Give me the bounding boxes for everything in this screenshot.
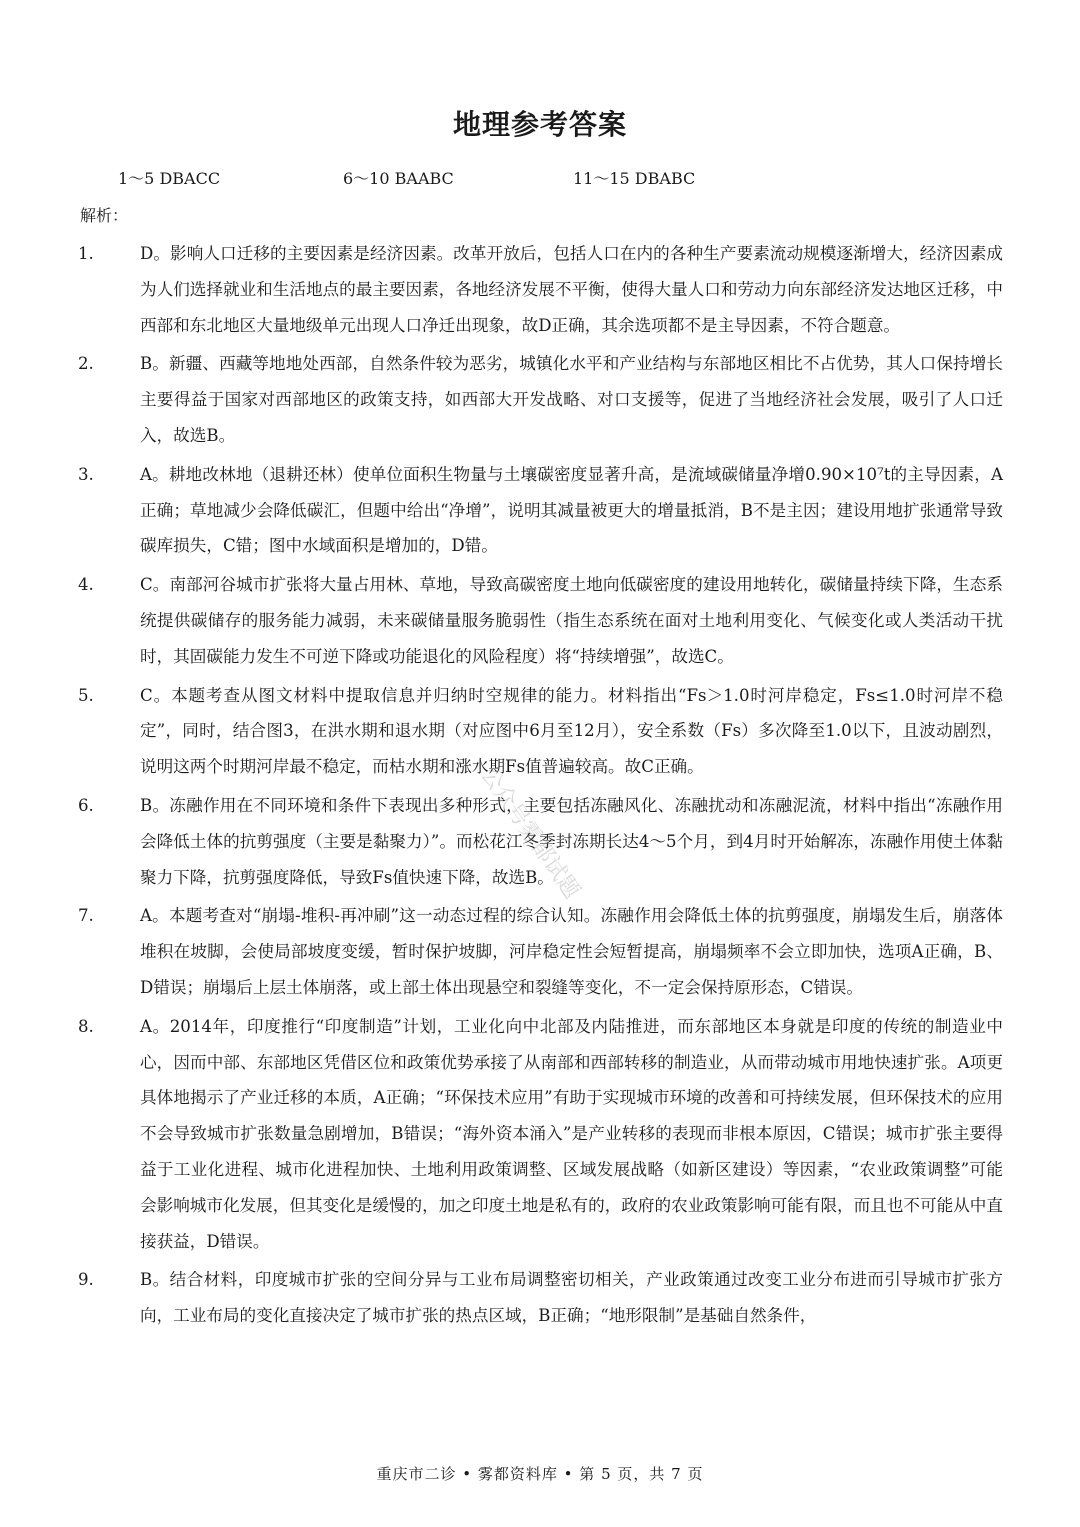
item-number: 3. (78, 464, 94, 484)
list-item (78, 567, 1003, 674)
list-item (78, 1009, 1003, 1260)
item-text: A。2014年，印度推行“印度制造”计划，工业化向中北部及内陆推进，而东部地区本身就是印度的传统的制造业中心，因而中部、东部地区凭借区位和政策优势承接了从南部和西部转移的制造业，从而带动城市用地快速扩张。A项更具体地揭示了产业迁移的本质，A正确；“环保技术应用”有助于实现城市环境的改善和可持续发展，但环保技术的应用不会导致城市扩张数量急剧增加，B错误；“海外资本涌入”是产业转移的表现而非根本原因，C错误；城市扩张主要得益于工业化进程、城市化进程加快、土地利用政策调整、区域发展战略（如新区建设）等因素，“农业政策调整”可能会影响城市化发展，但其变化是缓慢的，加之印度土地是私有的，政府的农业政策影响可能有限，而且也不可能从中直接获益，D错误。 (140, 1016, 1003, 1251)
item-text: A。本题考查对“崩塌-堆积-再冲刷”这一动态过程的综合认知。冻融作用会降低土体的抗剪强度，崩塌发生后，崩落体堆积在坡脚，会使局部坡度变缓，暂时保护坡脚，河岸稳定性会短暂提高，崩塌频率不会立即加快，选项A正确，B、D错误；崩塌后上层土体崩落，或上部土体出现悬空和裂缝等变化，不一定会保持原形态，C错误。 (140, 906, 1003, 997)
item-text: D。影响人口迁移的主要因素是经济因素。改革开放后，包括人口在内的各种生产要素流动规模逐渐增大，经济因素成为人们选择就业和生活地点的最主要因素，各地经济发展不平衡，使得大量人口和劳动力向东部经济发达地区迁移，中西部和东北地区大量地级单元出现人口净迁出现象，故D正确，其余选项都不是主导因素，不符合题意。 (140, 244, 1003, 335)
item-number: 1. (78, 244, 94, 263)
item-number: 7. (78, 906, 94, 926)
answer-group-3: 11～15 DBABC (573, 169, 696, 188)
list-item (78, 678, 1003, 785)
item-number: 5. (78, 685, 94, 705)
analysis-label: 解析： (80, 206, 129, 225)
answer-group-1: 1～5 DBACC (118, 169, 221, 188)
item-text: B。结合材料，印度城市扩张的空间分异与工业布局调整密切相关，产业政策通过改变工业分布进而引导城市扩张方向，工业布局的变化直接决定了城市扩张的热点区域，B正确；“地形限制”是基础自然条件， (140, 1270, 1003, 1326)
item-text: B。新疆、西藏等地地处西部，自然条件较为恶劣，城镇化水平和产业结构与东部地区相比不占优势，其人口保持增长主要得益于国家对西部地区的政策支持，如西部大开发战略、对口支援等，促进了当地经济社会发展，吸引了人口迁入，故选B。 (140, 354, 1003, 445)
list-item (78, 898, 1003, 1005)
item-number: 2. (78, 354, 94, 374)
item-number: 8. (78, 1016, 94, 1036)
item-number: 9. (78, 1270, 94, 1290)
page-title: 地理参考答案 (452, 108, 627, 141)
item-text: A。耕地改林地（退耕还林）使单位面积生物量与土壤碳密度显著升高，是流域碳储量净增0.90×10⁷t的主导因素，A正确；草地减少会降低碳汇，但题中给出“净增”，说明其减量被更大的增量抵消，B不是主因；建设用地扩张通常导致碳库损失，C错；图中水域面积是增加的，D错。 (140, 464, 1003, 556)
list-item (78, 1262, 1003, 1334)
list-item (78, 346, 1003, 453)
answer-group-2: 6～10 BAABC (343, 169, 454, 188)
list-item (78, 457, 1003, 564)
answer-key (118, 166, 998, 194)
item-number: 6. (78, 795, 94, 815)
item-text: B。冻融作用在不同环境和条件下表现出多种形式，主要包括冻融风化、冻融扰动和冻融泥流，材料中指出“冻融作用会降低土体的抗剪强度（主要是黏聚力）”。而松花江冬季封冻期长达4～5个月，到4月时开始解冻，冻融作用使土体黏聚力下降，抗剪强度降低，导致Fs值快速下降，故选B。 (140, 795, 1003, 887)
page-footer: 重庆市二诊 • 雾都资料库 • 第 5 页，共 7 页 (376, 1465, 704, 1483)
item-text: C。本题考查从图文材料中提取信息并归纳时空规律的能力。材料指出“Fs＞1.0时河岸稳定，Fs≤1.0时河岸不稳定”，同时，结合图3，在洪水期和退水期（对应图中6月至12月），安全系数（Fs）多次降至1.0以下，且波动剧烈，说明这两个时期河岸最不稳定，而枯水期和涨水期Fs值普遍较高。故C正确。 (140, 685, 1003, 777)
item-text: C。南部河谷城市扩张将大量占用林、草地，导致高碳密度土地向低碳密度的建设用地转化，碳储量持续下降，生态系统提供碳储存的服务能力减弱，未来碳储量服务脆弱性（指生态系统在面对土地利用变化、气候变化或人类活动干扰时，其固碳能力发生不可逆下降或功能退化的风险程度）将“持续增强”，故选C。 (140, 575, 1003, 666)
watermark: 公众号雾都试题 (475, 762, 585, 904)
list-item (78, 236, 1003, 343)
analysis-list (78, 236, 1003, 1337)
item-number: 4. (78, 575, 94, 595)
